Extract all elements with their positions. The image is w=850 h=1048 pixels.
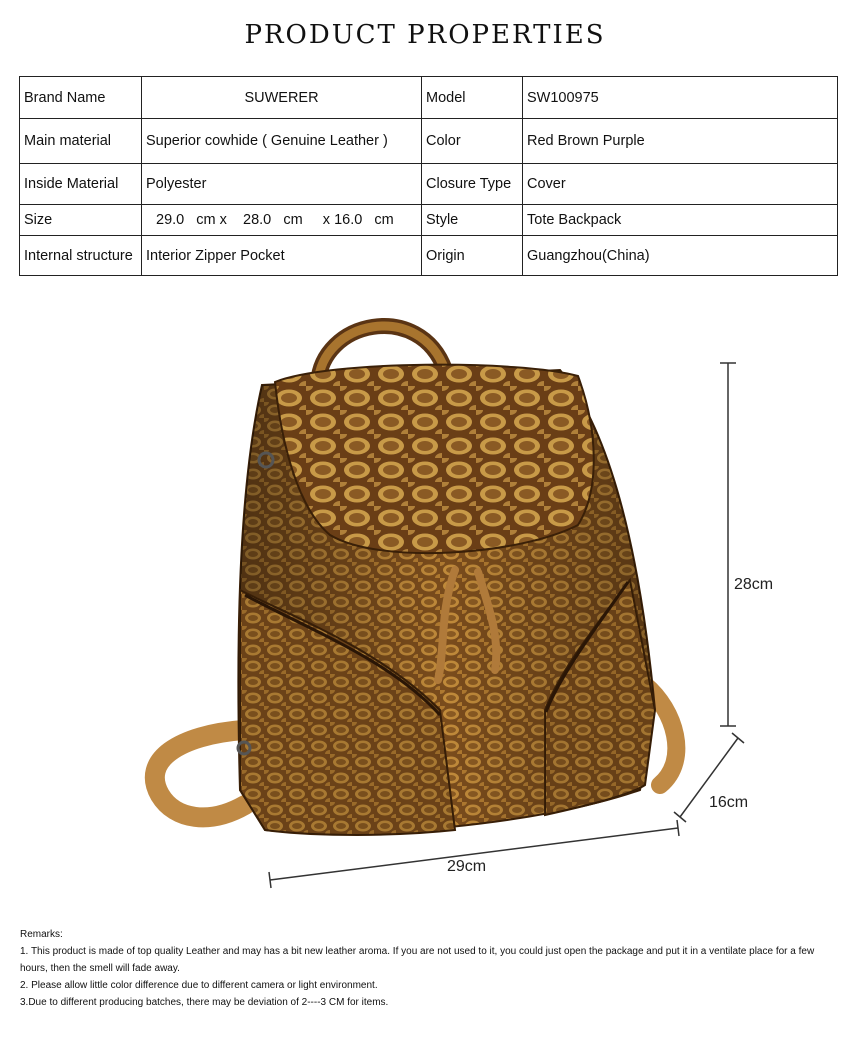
property-label: Origin bbox=[422, 236, 523, 276]
property-value: Polyester bbox=[142, 164, 422, 205]
remark-item: 3.Due to different producing batches, there may be deviation of 2----3 CM for items. bbox=[20, 997, 389, 1008]
height-dimension-line bbox=[720, 363, 736, 726]
page-title: PRODUCT PROPERTIES bbox=[244, 20, 606, 50]
property-value: Guangzhou(China) bbox=[523, 236, 838, 276]
property-label: Style bbox=[422, 205, 523, 236]
product-photo bbox=[0, 290, 850, 910]
remark-item: 1. This product is made of top quality Leather and may has a bit new leather aroma. If you are not used to it, you could just open the package and put it in a ventilate place for a few hours, then the smell will fade away. bbox=[20, 946, 815, 974]
table-row bbox=[20, 236, 838, 276]
table-row bbox=[20, 77, 838, 119]
width-label: 29cm bbox=[447, 858, 487, 875]
property-label: Brand Name bbox=[20, 77, 142, 119]
remarks-heading: Remarks: bbox=[20, 929, 63, 940]
depth-label: 16cm bbox=[709, 794, 749, 811]
remark-item: 2. Please allow little color difference due to different camera or light environment. bbox=[20, 980, 378, 991]
property-value: Tote Backpack bbox=[523, 205, 838, 236]
property-label: Internal structure bbox=[20, 236, 142, 276]
property-value: Red Brown Purple bbox=[523, 119, 838, 164]
height-label: 28cm bbox=[734, 576, 774, 593]
property-value: Interior Zipper Pocket bbox=[142, 236, 422, 276]
backpack-illustration bbox=[0, 290, 850, 910]
property-label: Main material bbox=[20, 119, 142, 164]
property-value: SUWERER bbox=[142, 77, 422, 119]
property-value: Superior cowhide ( Genuine Leather ) bbox=[142, 119, 422, 164]
table-row bbox=[20, 205, 838, 236]
property-label: Model bbox=[422, 77, 523, 119]
remarks-section bbox=[20, 926, 835, 1011]
table-row bbox=[20, 119, 838, 164]
property-value: Cover bbox=[523, 164, 838, 205]
property-label: Closure Type bbox=[422, 164, 523, 205]
property-value: SW100975 bbox=[523, 77, 838, 119]
product-properties-table bbox=[19, 76, 838, 276]
table-row bbox=[20, 164, 838, 205]
property-label: Inside Material bbox=[20, 164, 142, 205]
property-value: 29.0 cm x 28.0 cm x 16.0 cm bbox=[142, 205, 422, 236]
property-label: Color bbox=[422, 119, 523, 164]
property-label: Size bbox=[20, 205, 142, 236]
